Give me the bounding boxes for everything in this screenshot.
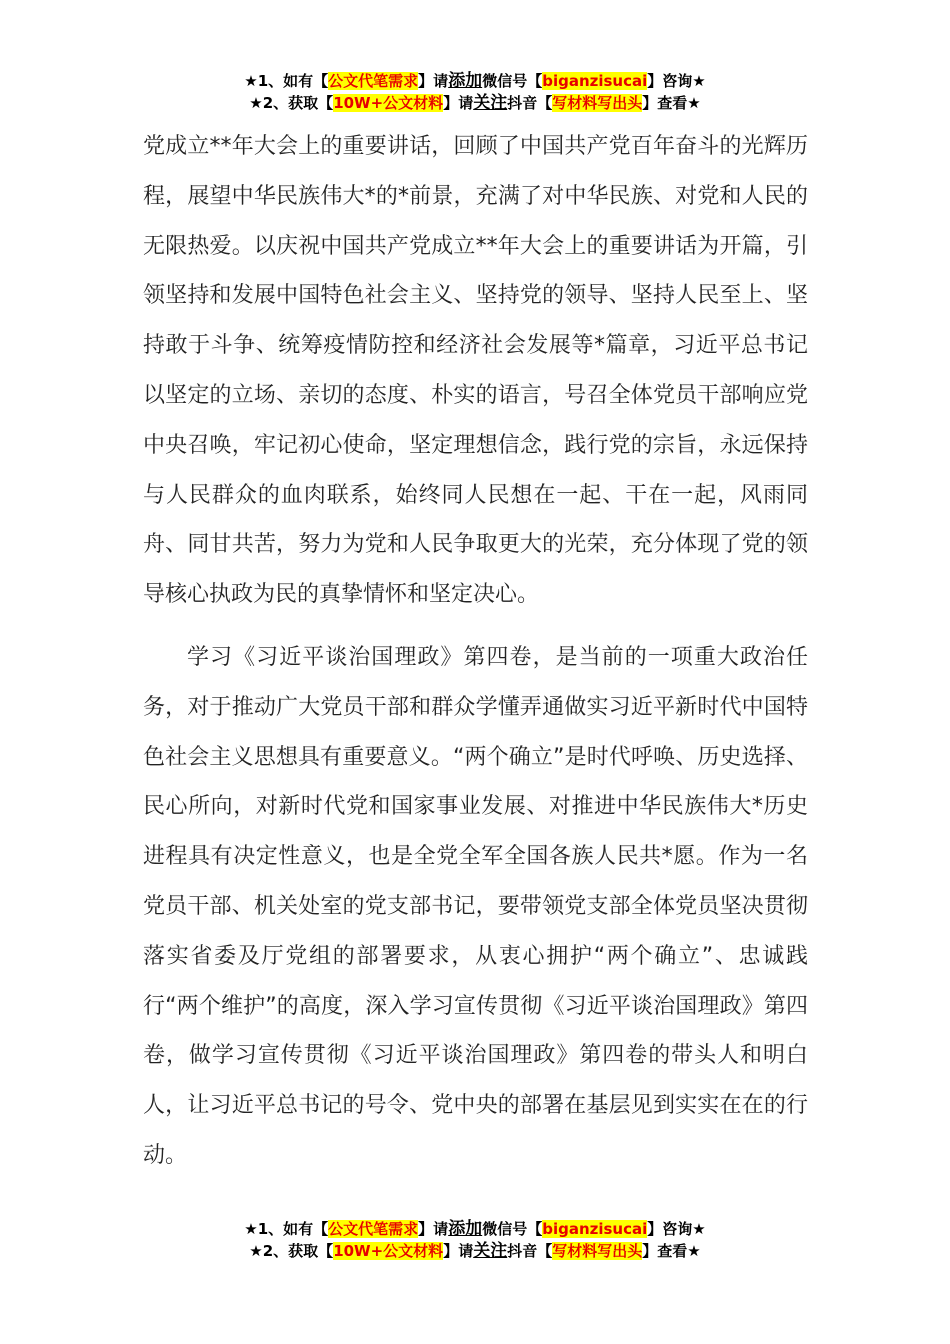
- highlight-service: 公文代笔需求: [328, 72, 419, 90]
- highlight-douyin: 写材料写出头: [552, 94, 643, 112]
- banner-line-1: [0, 1218, 950, 1240]
- banner-text: 】请: [443, 1242, 474, 1260]
- paragraph-text: 学习《习近平谈治国理政》第四卷，是当前的一项重大政治任务，对于推动广大党员干部和群众学懂弄通做实习近平新时代中国特色社会主义思想具有重要意义。“两个确立”是时代呼唤、历史选择、民心所向，对新时代党和国家事业发展、对推进中华民族伟大*历史进程具有决定性意义，也是全党全军全国各族人民共*愿。作为一名党员干部、机关处室的党支部书记，要带领党支部全体党员坚决贯彻落实省委及厅党组的部署要求，从衷心拥护“两个确立”、忠诚践行“两个维护”的高度，深入学习宣传贯彻《习近平谈治国理政》第四卷，做学习宣传贯彻《习近平谈治国理政》第四卷的带头人和明白人，让习近平总书记的号令、党中央的部署在基层见到实实在在的行动。: [143, 645, 808, 1168]
- banner-text: 抖音【: [507, 94, 553, 112]
- emphasis-follow: 关注: [473, 1241, 508, 1261]
- highlight-wechat-id: biganzisucai: [542, 72, 648, 90]
- highlight-materials: 10W+公文材料: [333, 94, 444, 112]
- banner-text: ★2、获取【: [249, 94, 334, 112]
- banner-text: 】请: [418, 1220, 449, 1238]
- highlight-douyin: 写材料写出头: [552, 1242, 643, 1260]
- highlight-materials: 10W+公文材料: [333, 1242, 444, 1260]
- banner-text: 】咨询★: [647, 72, 706, 90]
- banner-text: 抖音【: [507, 1242, 553, 1260]
- banner-text: ★1、如有【: [244, 1220, 329, 1238]
- banner-text: 】查看★: [642, 1242, 701, 1260]
- banner-line-2: [0, 1240, 950, 1262]
- banner-text: 微信号【: [482, 72, 543, 90]
- footer-banner: [0, 1218, 950, 1262]
- banner-text: ★2、获取【: [249, 1242, 334, 1260]
- paragraph-text: 党成立**年大会上的重要讲话，回顾了中国共产党百年奋斗的光辉历程，展望中华民族伟大*的*前景，充满了对中华民族、对党和人民的无限热爱。以庆祝中国共产党成立**年大会上的重要讲话为开篇，引领坚持和发展中国特色社会主义、坚持党的领导、坚持人民至上、坚持敢于斗争、统筹疫情防控和经济社会发展等*篇章，习近平总书记以坚定的立场、亲切的态度、朴实的语言，号召全体党员干部响应党中央召唤，牢记初心使命，坚定理想信念，践行党的宗旨，永远保持与人民群众的血肉联系，始终同人民想在一起、干在一起，风雨同舟、同甘共苦，努力为党和人民争取更大的光荣，充分体现了党的领导核心执政为民的真挚情怀和坚定决心。: [143, 134, 808, 608]
- banner-text: 】请: [443, 94, 474, 112]
- banner-text: 】请: [418, 72, 449, 90]
- banner-text: 微信号【: [482, 1220, 543, 1238]
- header-banner: [0, 70, 950, 114]
- banner-line-1: [0, 70, 950, 92]
- emphasis-add: 添加: [448, 1219, 483, 1239]
- emphasis-follow: 关注: [473, 93, 508, 113]
- banner-line-2: [0, 92, 950, 114]
- highlight-wechat-id: biganzisucai: [542, 1220, 648, 1238]
- highlight-service: 公文代笔需求: [328, 1220, 419, 1238]
- banner-text: 】查看★: [642, 94, 701, 112]
- paragraph-2: [143, 633, 808, 1181]
- emphasis-add: 添加: [448, 71, 483, 91]
- banner-text: ★1、如有【: [244, 72, 329, 90]
- paragraph-1: [143, 122, 808, 620]
- banner-text: 】咨询★: [647, 1220, 706, 1238]
